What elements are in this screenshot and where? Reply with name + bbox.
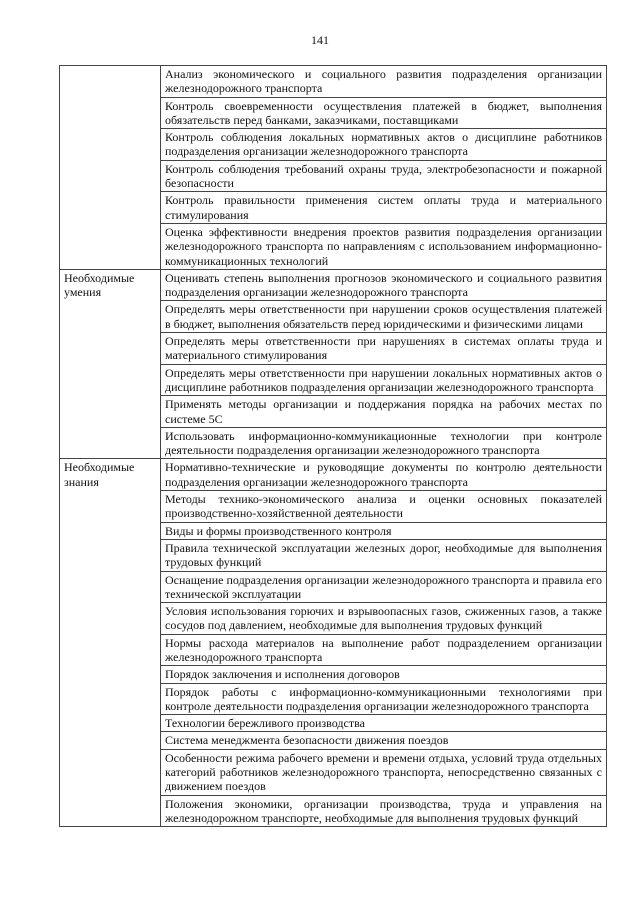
section-label-cell [60,666,161,683]
section-label-cell [60,715,161,732]
section-label-cell [60,129,161,161]
table-row [60,732,607,749]
requirement-item: Оценка эффективности внедрения проектов развития подразделения организации железнодорожного транспорта по направлениям с использованием информационно-коммуникационных технологий [161,223,607,269]
section-label-cell [60,160,161,192]
requirement-item: Оснащение подразделения организации железнодорожного транспорта и правила его технической эксплуатации [161,571,607,603]
table-row [60,192,607,224]
table-row [60,301,607,333]
section-label-cell [60,364,161,396]
section-label-cell [60,459,161,491]
requirement-item: Порядок работы с информационно-коммуникационными технологиями при контроле деятельности подразделения организации железнодорожного транспорта [161,683,607,715]
table-row [60,749,607,795]
requirement-item: Методы технико-экономического анализа и оценки основных показателей производственно-хозяйственной деятельности [161,491,607,523]
requirement-item: Оценивать степень выполнения прогнозов экономического и социального развития подразделения организации железнодорожного транспорта [161,269,607,301]
section-label-cell [60,427,161,459]
requirement-item: Определять меры ответственности при нарушении локальных нормативных актов о дисциплине работников подразделения организации железнодорожного транспорта [161,364,607,396]
requirement-item: Контроль соблюдения локальных нормативных актов о дисциплине работников подразделения организации железнодорожного транспорта [161,129,607,161]
table-row [60,795,607,827]
requirement-item: Особенности режима рабочего времени и времени отдыха, условий труда отдельных категорий работников железнодорожного транспорта, непосредственно связанных с движением поездов [161,749,607,795]
section-label-cell [60,522,161,539]
table-row [60,459,607,491]
section-label-cell [60,192,161,224]
section-label-cell [60,539,161,571]
table-row [60,603,607,635]
section-label-cell [60,683,161,715]
requirement-item: Технологии бережливого производства [161,715,607,732]
table-row [60,427,607,459]
page-number: 141 [311,33,329,47]
section-label-cell [60,634,161,666]
section-label-cell [60,223,161,269]
table-row [60,634,607,666]
table-row [60,333,607,365]
table-row [60,666,607,683]
table-row [60,129,607,161]
section-label: Необходимые умения [64,270,135,300]
section-label-cell [60,396,161,428]
section-label-cell [60,571,161,603]
table-row [60,66,607,98]
section-label-cell [60,66,161,98]
table-row [60,396,607,428]
table-row [60,715,607,732]
requirement-item: Правила технической эксплуатации железных дорог, необходимые для выполнения трудовых функций [161,539,607,571]
table-row [60,491,607,523]
section-label-cell [60,732,161,749]
table-row [60,97,607,129]
requirement-item: Анализ экономического и социального развития подразделения организации железнодорожного транспорта [161,66,607,98]
requirement-item: Использовать информационно-коммуникационные технологии при контроле деятельности подразделения организации железнодорожного транспорта [161,427,607,459]
requirement-item: Положения экономики, организации производства, труда и управления на железнодорожном транспорте, необходимые для выполнения трудовых функций [161,795,607,827]
table-row [60,539,607,571]
requirement-item: Контроль соблюдения требований охраны труда, электробезопасности и пожарной безопасности [161,160,607,192]
requirement-item: Определять меры ответственности при нарушении сроков осуществления платежей в бюджет, выполнения обязательств перед юридическими и физическими лицами [161,301,607,333]
section-label-cell [60,749,161,795]
requirement-item: Виды и формы производственного контроля [161,522,607,539]
table-row [60,683,607,715]
table-row [60,223,607,269]
requirement-item: Нормы расхода материалов на выполнение работ подразделением организации железнодорожного транспорта [161,634,607,666]
requirement-item: Условия использования горючих и взрывоопасных газов, сжиженных газов, а также сосудов под давлением, необходимые для выполнения трудовых функций [161,603,607,635]
section-label-cell [60,97,161,129]
requirement-item: Порядок заключения и исполнения договоров [161,666,607,683]
requirement-item: Контроль своевременности осуществления платежей в бюджет, выполнения обязательств перед банками, заказчиками, поставщиками [161,97,607,129]
section-label-cell [60,603,161,635]
requirement-item: Применять методы организации и поддержания порядка на рабочих местах по системе 5С [161,396,607,428]
requirement-item: Система менеджмента безопасности движения поездов [161,732,607,749]
requirement-item: Нормативно-технические и руководящие документы по контролю деятельности подразделения организации железнодорожного транспорта [161,459,607,491]
table-row [60,364,607,396]
table-row [60,160,607,192]
section-label-cell [60,333,161,365]
section-label-cell [60,491,161,523]
section-label-cell [60,269,161,301]
requirement-item: Определять меры ответственности при нарушениях в системах оплаты труда и материального стимулирования [161,333,607,365]
table-row [60,571,607,603]
section-label-cell [60,795,161,827]
section-label-cell [60,301,161,333]
requirements-table [59,65,607,827]
table-row [60,269,607,301]
section-label: Необходимые знания [64,460,135,489]
requirement-item: Контроль правильности применения систем оплаты труда и материального стимулирования [161,192,607,224]
table-row [60,522,607,539]
